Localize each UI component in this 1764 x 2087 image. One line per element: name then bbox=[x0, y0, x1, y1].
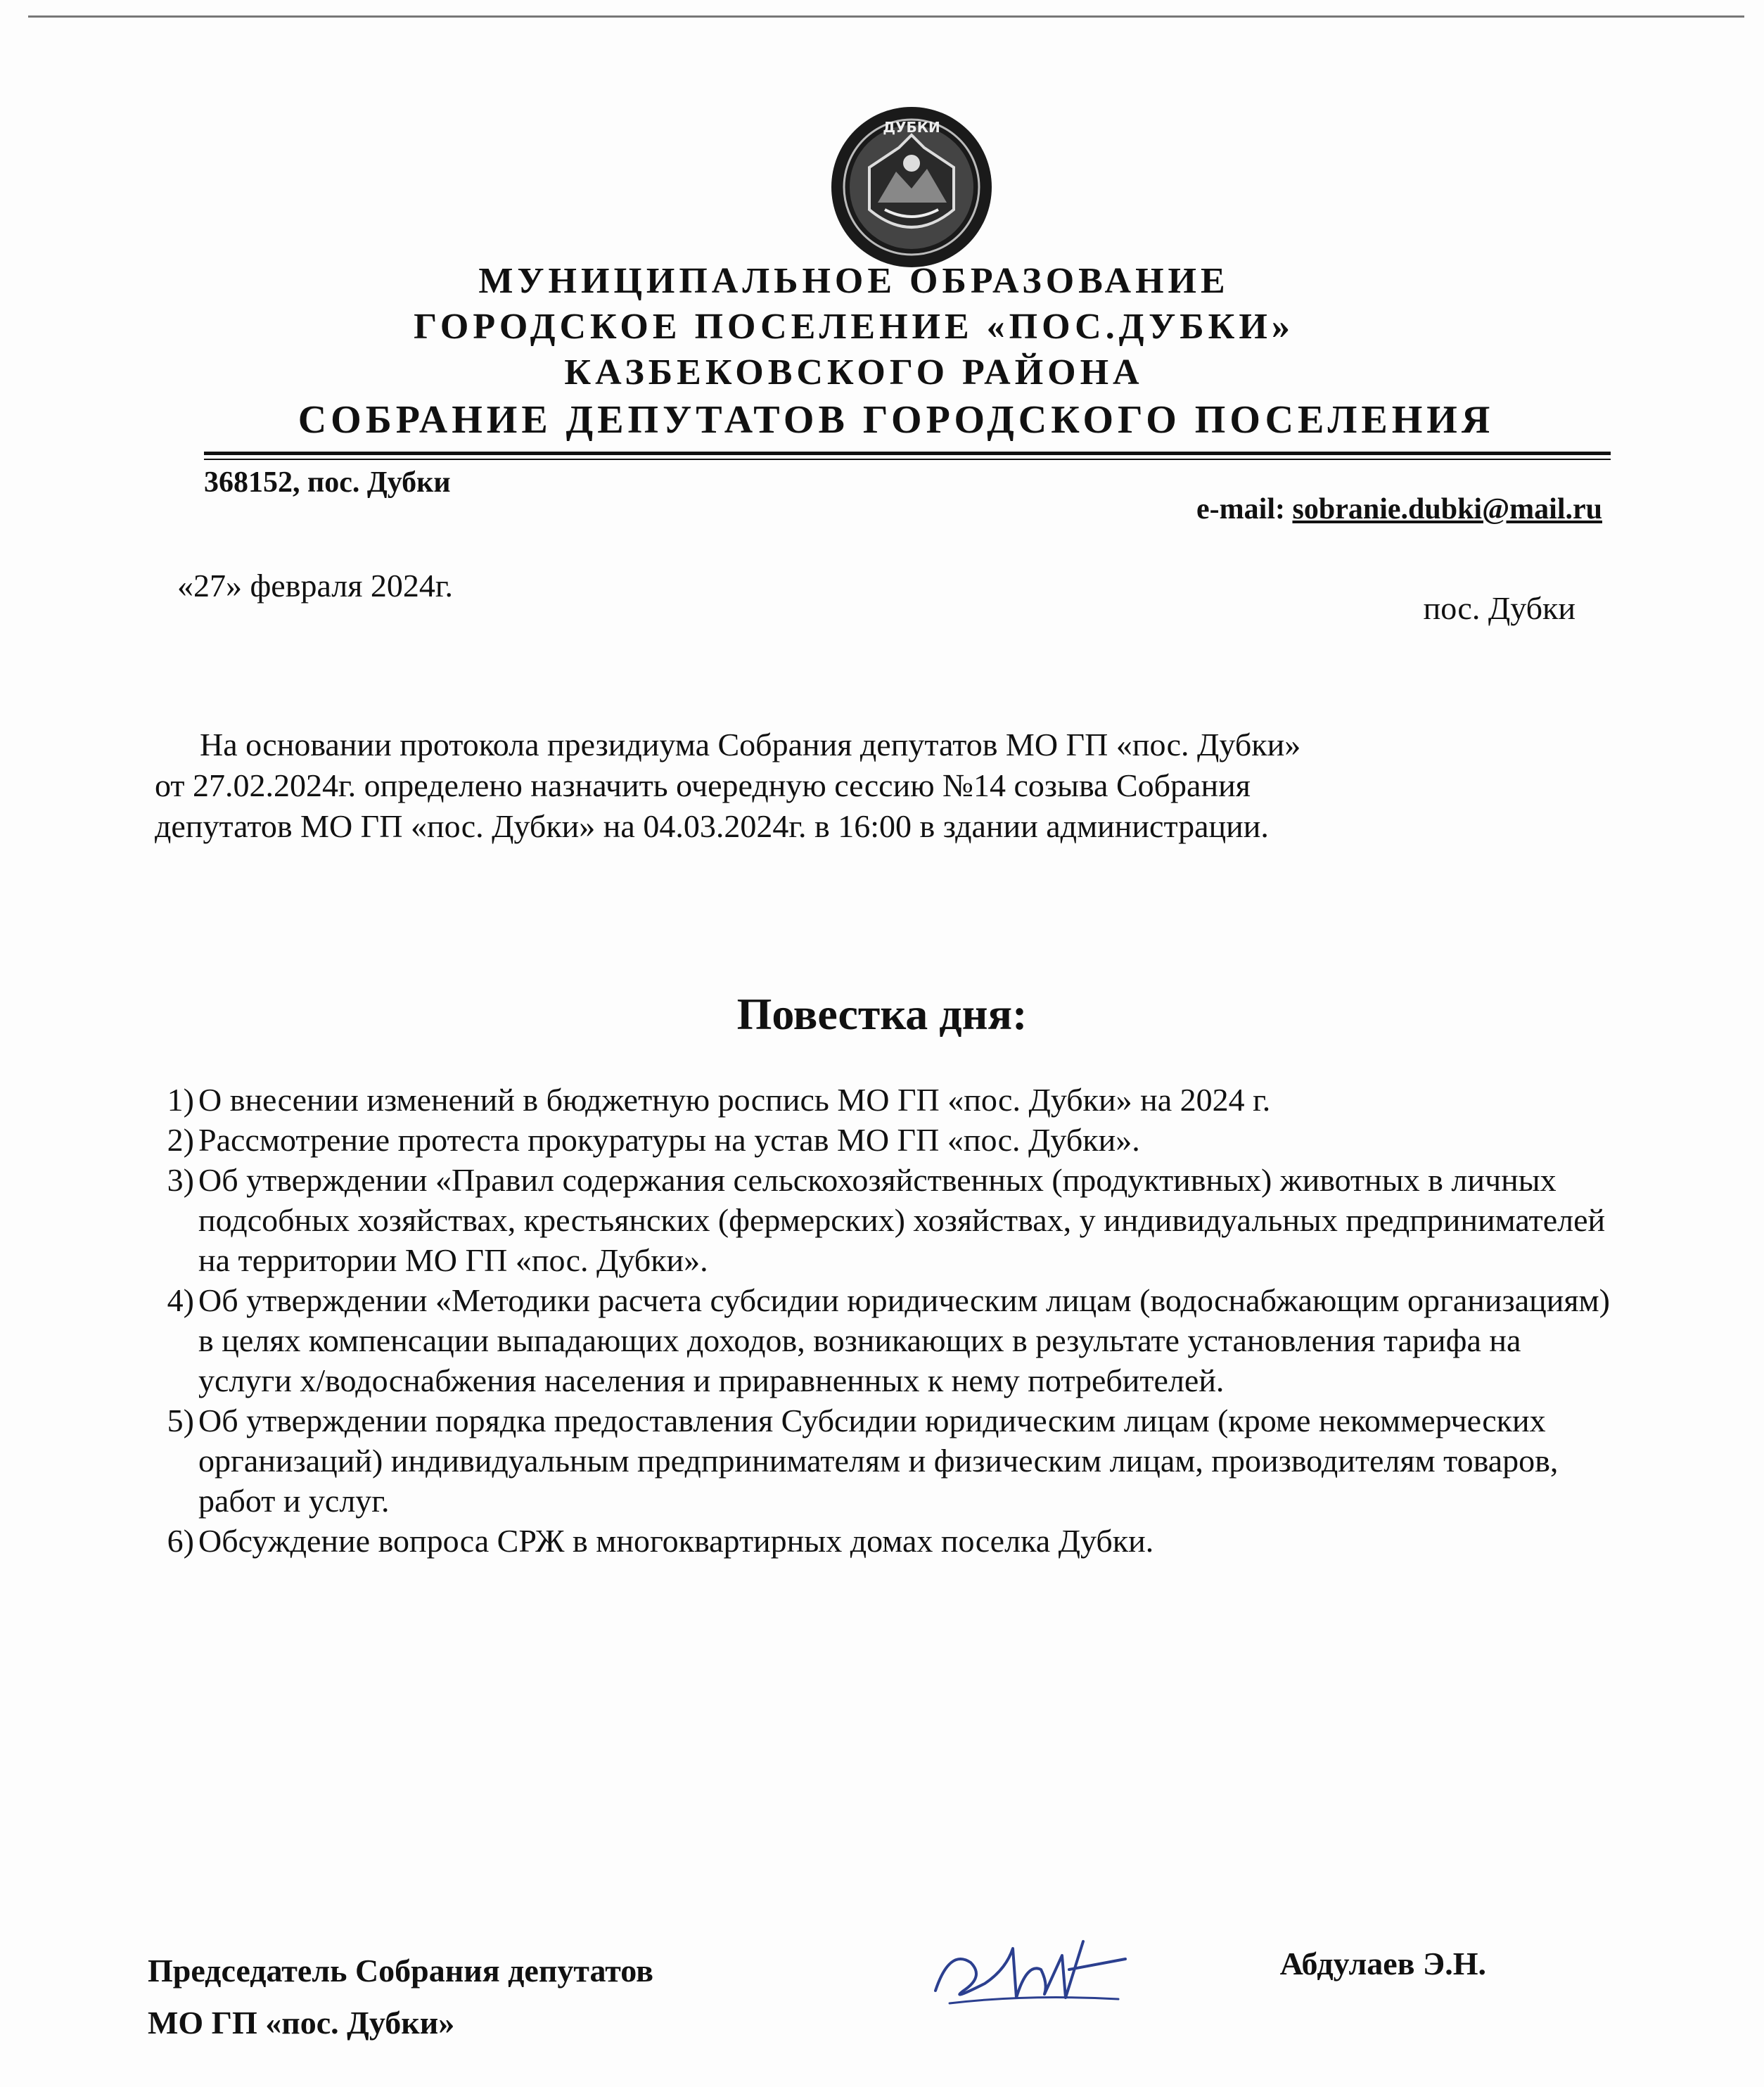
email-label: e-mail: bbox=[1196, 493, 1285, 525]
header-rule-thin bbox=[204, 459, 1611, 460]
intro-line-1: На основании протокола президиума Собрания депутатов МО ГП «пос. Дубки» bbox=[200, 727, 1301, 762]
agenda-item-text: Об утверждении «Методики расчета субсидии юридическим лицам (водоснабжающим организациям) в целях компенсации выпадающих доходов, возникающих в результате установления тарифа на услуги х/водоснабжения населения и приравненных к нему потребителей. bbox=[198, 1282, 1610, 1398]
agenda-item-text: Об утверждении порядка предоставления Субсидии юридическим лицам (кроме некоммерческих организаций) индивидуальным предпринимателям и физическим лицам, производителям товаров, работ и услуг. bbox=[198, 1403, 1559, 1519]
agenda-title: Повестка дня: bbox=[736, 989, 1028, 1039]
header-line-2: ГОРОДСКОЕ ПОСЕЛЕНИЕ «ПОС.ДУБКИ» bbox=[414, 307, 1294, 347]
agenda-item-number: 2) bbox=[167, 1122, 194, 1158]
document-place: пос. Дубки bbox=[1423, 590, 1576, 626]
agenda-item-number: 4) bbox=[167, 1282, 194, 1318]
header-line-4: СОБРАНИЕ ДЕПУТАТОВ ГОРОДСКОГО ПОСЕЛЕНИЯ bbox=[298, 398, 1495, 442]
signatory-title-line-1: Председатель Собрания депутатов bbox=[148, 1953, 653, 1989]
agenda-item-number: 1) bbox=[167, 1082, 194, 1118]
agenda-item bbox=[148, 1280, 1618, 1400]
email-link[interactable]: sobranie.dubki@mail.ru bbox=[1292, 493, 1602, 525]
signatory-title bbox=[148, 1945, 653, 2049]
agenda-item-text: Рассмотрение протеста прокуратуры на устав МО ГП «пос. Дубки». bbox=[198, 1122, 1140, 1158]
postal-address: 368152, пос. Дубки bbox=[204, 466, 451, 499]
agenda-item-number: 5) bbox=[167, 1403, 194, 1438]
agenda-item-number: 3) bbox=[167, 1162, 194, 1198]
agenda-item bbox=[148, 1160, 1618, 1280]
municipal-emblem-icon bbox=[829, 104, 995, 270]
agenda-item-text: Об утверждении «Правил содержания сельскохозяйственных (продуктивных) животных в личных подсобных хозяйствах, крестьянских (фермерских) хозяйствах, у индивидуальных предпринимателей на территории МО ГП «пос. Дубки». bbox=[198, 1162, 1606, 1278]
header-rule-thick bbox=[204, 452, 1611, 455]
intro-line-2: от 27.02.2024г. определено назначить очередную сессию №14 созыва Собрания bbox=[155, 767, 1251, 803]
signatory-name: Абдулаев Э.Н. bbox=[1279, 1946, 1486, 1981]
document-date: «27» февраля 2024г. bbox=[177, 568, 454, 604]
agenda-item-text: Обсуждение вопроса СРЖ в многоквартирных домах поселка Дубки. bbox=[198, 1523, 1154, 1559]
emblem-label: ДУБКИ bbox=[883, 119, 940, 136]
agenda-item-number: 6) bbox=[167, 1523, 194, 1559]
scan-edge-line bbox=[28, 15, 1744, 18]
email-line bbox=[1196, 492, 1602, 526]
agenda-item-text: О внесении изменений в бюджетную роспись МО ГП «пос. Дубки» на 2024 г. bbox=[198, 1082, 1271, 1118]
agenda-item bbox=[148, 1080, 1618, 1120]
handwritten-signature-icon bbox=[921, 1920, 1132, 2019]
agenda-item bbox=[148, 1120, 1618, 1160]
intro-line-3: депутатов МО ГП «пос. Дубки» на 04.03.2024г. в 16:00 в здании администрации. bbox=[155, 808, 1269, 844]
header-line-1: МУНИЦИПАЛЬНОЕ ОБРАЗОВАНИЕ bbox=[478, 261, 1229, 301]
header-line-3: КАЗБЕКОВСКОГО РАЙОНА bbox=[564, 352, 1144, 392]
agenda-list bbox=[148, 1080, 1618, 1561]
agenda-item bbox=[148, 1521, 1618, 1561]
intro-paragraph bbox=[155, 725, 1576, 847]
agenda-item bbox=[148, 1400, 1618, 1521]
signatory-title-line-2: МО ГП «пос. Дубки» bbox=[148, 2005, 455, 2041]
